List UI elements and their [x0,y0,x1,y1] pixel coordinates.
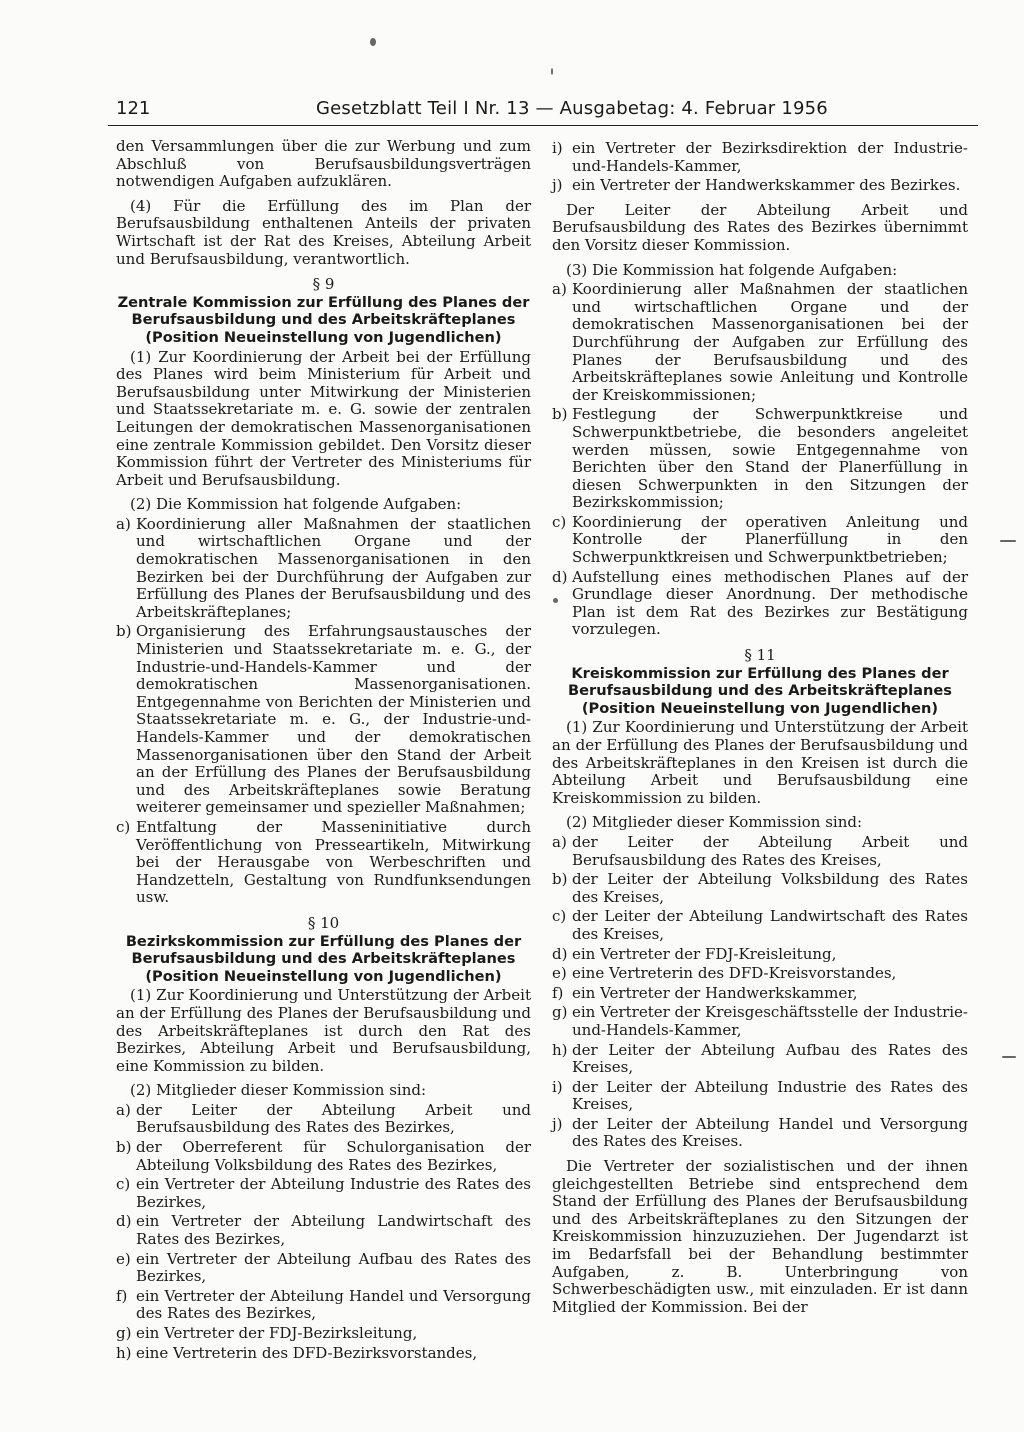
list-item-text: eine Vertreterin des DFD-Bezirksvorstandes, [136,1343,478,1362]
page-header [108,97,978,125]
section-9-title: Zentrale Kommission zur Erfüllung des Planes der Berufsausbildung und des Arbeitskräfteplanes (Position Neueinstellung von Jugendlichen) [117,293,530,346]
list-item-marker: a) [116,1100,131,1119]
list-item-marker: b) [552,405,568,424]
section-10-paragraph-1: (1) Zur Koordinierung und Unterstützung der Arbeit an der Erfüllung des Planes der Berufsausbildung und des Arbeitskräfteplanes ist durch den Rat des Bezirkes, Abteilung Arbeit und Berufsausbildung, eine Kommission zu bilden. [116,986,531,1075]
list-item-text: der Leiter der Abteilung Aufbau des Rates des Kreises, [572,1040,968,1077]
list-item [552,871,968,906]
section-10-number: § 10 [307,913,340,932]
list-item-marker: c) [552,512,567,531]
left-column [116,138,531,1362]
list-item-marker: h) [552,1040,568,1059]
list-item [552,281,968,404]
list-item-marker: g) [552,1003,568,1022]
section-11-final-paragraph: Die Vertreter der sozialistischen und der ihnen gleichgestellten Betriebe sind entsprechend dem Stand der Erfüllung des Planes der Berufsausbildung und des Arbeitskräfteplanes zu den Sitzungen der Kreiskommission hinzuzuziehen. Der Jugendarzt ist im Bedarfsfall bei der Behandlung bestimmter Aufgaben, z. B. Unterbringung von Schwerbeschädigten usw., mit einzuladen. Er ist dann Mitglied der Kommission. Bei der [552,1157,968,1316]
scan-speck [551,68,553,75]
list-item-text: der Leiter der Abteilung Arbeit und Berufsausbildung des Rates des Kreises, [572,832,968,869]
list-item-text: Festlegung der Schwerpunktkreise und Schwerpunktbetriebe, die besonders angeleitet werden müssen, sowie Entgegennahme von Berichten über den Stand der Planerfüllung in diesen Schwerpunkten in den Sitzungen der Bezirkskommission; [572,405,968,512]
list-item-marker: b) [552,870,568,889]
section-10-member-list-continued [552,140,968,195]
list-item-text: eine Vertreterin des DFD-Kreisvorstandes, [572,964,897,983]
list-item-marker: g) [116,1324,132,1342]
list-item-text: ein Vertreter der Handwerkskammer, [572,983,858,1002]
scan-speck [1000,540,1016,542]
list-item-text: ein Vertreter der FDJ-Bezirksleitung, [136,1324,418,1342]
list-item-marker: h) [116,1343,132,1362]
list-item-text: ein Vertreter der Abteilung Landwirtschaft des Rates des Bezirkes, [136,1212,531,1249]
list-item-text: Entfaltung der Masseninitiative durch Veröffentlichung von Presseartikeln, Mitwirkung bei der Herausgabe von Werbeschriften und Handzetteln, Gestaltung von Rundfunksendungen usw. [136,817,531,907]
list-item-text: ein Vertreter der Handwerkskammer des Bezirkes. [572,176,961,195]
section-11-number: § 11 [744,646,776,665]
list-item [116,1251,531,1286]
section-9-list [116,516,531,907]
header-rule [108,125,978,126]
list-item-text: der Leiter der Abteilung Arbeit und Berufsausbildung des Rates des Bezirkes, [136,1100,531,1137]
list-item-marker: f) [552,983,564,1002]
list-item-text: Koordinierung der operativen Anleitung und Kontrolle der Planerfüllung in den Schwerpunktkreisen und Schwerpunktbetrieben; [572,512,968,567]
section-9-paragraph-1: (1) Zur Koordinierung der Arbeit bei der Erfüllung des Planes wird beim Ministerium für Arbeit und Berufsausbildung unter Mitwirkung der Ministerien und Staatssekretariate m. e. G. sowie der zentralen Leitungen der demokratischen Massenorganisationen eine zentrale Kommission gebildet. Den Vorsitz dieser Kommission führt der Vertreter des Ministeriums für Arbeit und Berufsausbildung. [116,347,531,489]
list-item-text: Koordinierung aller Maßnahmen der staatlichen und wirtschaftlichen Organe und der demokratischen Massenorganisationen bei der Durchführung der Aufgaben zur Erfüllung des Planes der Berufsausbildung und des Arbeitskräfteplanes sowie Anleitung und Kontrolle der Kreiskommissionen; [572,280,968,404]
list-item-marker: c) [552,907,567,926]
list-item [552,177,968,195]
list-item-marker: a) [116,514,131,533]
list-item [116,1213,531,1248]
list-item [552,1079,968,1114]
list-item-text: ein Vertreter der FDJ-Kreisleitung, [572,944,837,963]
list-item [552,985,968,1003]
section-10-paragraph-2: (2) Mitglieder dieser Kommission sind: [130,1081,427,1100]
list-item-text: ein Vertreter der Kreisgeschäftsstelle der Industrie-und-Handels-Kammer, [572,1003,968,1039]
section-9-number: § 9 [312,275,335,294]
list-item-marker: e) [116,1249,131,1268]
section-9-paragraph-2: (2) Die Kommission hat folgende Aufgaben: [130,495,462,514]
paragraph-continuation: den Versammlungen über die zur Werbung und zum Abschluß von Berufsausbildungsverträgen notwendigen Aufgaben aufzuklären. [116,137,531,191]
list-item-text: der Leiter der Abteilung Landwirtschaft des Rates des Kreises, [572,907,968,943]
section-11-title: Kreiskommission zur Erfüllung des Planes der Berufsausbildung und des Arbeitskräfteplanes (Position Neueinstellung von Jugendlichen) [568,664,952,717]
running-title: Gesetzblatt Teil I Nr. 13 — Ausgabetag: 4. Februar 1956 [316,98,828,119]
section-10-paragraph-3: (3) Die Kommission hat folgende Aufgaben: [566,260,898,279]
scan-speck [370,38,376,46]
list-item [552,1042,968,1077]
list-item [116,1139,531,1174]
list-item [116,623,531,817]
section-11-paragraph-2: (2) Mitglieder dieser Kommission sind: [566,813,863,832]
list-item-text: ein Vertreter der Bezirksdirektion der Industrie-und-Handels-Kammer, [572,139,968,175]
list-item [552,140,968,175]
list-item [552,834,968,869]
list-item-text: Organisierung des Erfahrungsaustausches der Ministerien und Staatssekretariate m. e. G., der Industrie-und-Handels-Kammer und der demokratischen Massenorganisationen. Entgegennahme von Berichten der Ministerien und Staatssekretariate m. e. G., der Industrie-und-Handels-Kammer und der demokratischen Massenorganisationen über den Stand der Arbeit an der Erfüllung des Planes der Berufsausbildung und des Arbeitskräfteplanes sowie Beratung weiterer gemeinsamer und spezieller Maßnahmen; [136,622,531,817]
list-item-marker: a) [552,832,567,851]
list-item-text: ein Vertreter der Abteilung Handel und Versorgung des Rates des Bezirkes, [136,1286,531,1323]
list-item [116,516,531,622]
list-item [552,514,968,567]
list-item [116,1325,531,1343]
list-item-marker: c) [116,817,131,836]
right-column [552,138,968,1362]
list-item-marker: i) [552,1077,563,1096]
list-item-marker: f) [116,1286,128,1305]
list-item [552,1116,968,1151]
list-item-text: der Leiter der Abteilung Industrie des Rates des Kreises, [572,1077,968,1114]
list-item [116,1288,531,1323]
list-item [552,569,968,639]
list-item-text: ein Vertreter der Abteilung Industrie des Rates des Bezirkes, [136,1175,531,1211]
scan-speck [1002,1056,1016,1058]
paragraph-4: (4) Für die Erfüllung des im Plan der Berufsausbildung enthaltenen Anteils der privaten Wirtschaft ist der Rat des Kreises, Abteilung Arbeit und Berufsausbildung, verantwortlich. [116,196,531,268]
section-10-task-list [552,281,968,639]
list-item [116,1176,531,1211]
section-10-title: Bezirkskommission zur Erfüllung des Planes der Berufsausbildung und des Arbeitskräfteplanes (Position Neueinstellung von Jugendlichen) [125,932,522,985]
list-item [552,946,968,964]
list-item-marker: b) [116,1138,132,1157]
list-item-marker: c) [116,1175,131,1194]
list-item-marker: i) [552,139,563,157]
list-item [552,908,968,943]
chair-paragraph: Der Leiter der Abteilung Arbeit und Berufsausbildung des Rates des Bezirkes übernimmt den Vorsitz dieser Kommission. [552,200,968,254]
list-item-marker: a) [552,280,567,299]
list-item-marker: b) [116,622,132,641]
list-item-text: der Oberreferent für Schulorganisation der Abteilung Volksbildung des Rates des Bezirkes, [136,1138,531,1174]
list-item-marker: d) [116,1212,132,1231]
list-item-marker: d) [552,567,568,586]
list-item [552,965,968,983]
list-item-text: ein Vertreter der Abteilung Aufbau des Rates des Bezirkes, [136,1249,531,1286]
page-number: 121 [116,98,151,119]
list-item [552,406,968,512]
section-11-paragraph-1: (1) Zur Koordinierung und Unterstützung der Arbeit an der Erfüllung des Planes der Berufsausbildung und des Arbeitskräfteplanes in den Kreisen ist durch die Abteilung Arbeit und Berufsausbildung eine Kreiskommission zu bilden. [552,718,968,807]
section-10-member-list [116,1102,531,1362]
list-item-marker: d) [552,944,568,963]
list-item [116,1345,531,1363]
list-item-text: der Leiter der Abteilung Handel und Versorgung des Rates des Kreises. [572,1114,968,1151]
list-item [116,1102,531,1137]
list-item-marker: j) [552,1114,563,1133]
list-item-text: Koordinierung aller Maßnahmen der staatlichen und wirtschaftlichen Organe und der demokratischen Massenorganisationen in den Bezirken bei der Durchführung der Aufgaben zur Erfüllung des Planes der Berufsausbildung und des Arbeitskräfteplanes; [136,514,531,621]
list-item-text: Aufstellung eines methodischen Planes auf der Grundlage dieser Anordnung. Der methodische Plan ist dem Rat des Bezirkes zur Bestätigung vorzulegen. [572,567,968,639]
list-item-marker: e) [552,964,567,983]
section-11-member-list [552,834,968,1151]
list-item [116,819,531,907]
list-item [552,1004,968,1039]
list-item-marker: j) [552,176,563,195]
list-item-text: der Leiter der Abteilung Volksbildung des Rates des Kreises, [572,870,968,906]
